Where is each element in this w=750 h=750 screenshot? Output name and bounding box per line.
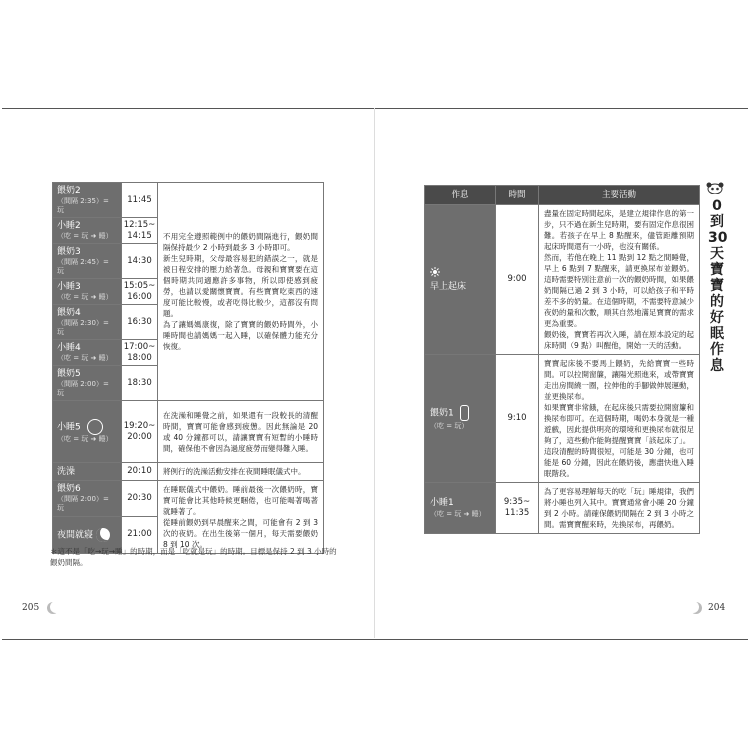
activity-time: 15:05~ 16:00	[122, 279, 158, 305]
moon-icon	[96, 528, 110, 542]
table-row	[53, 481, 324, 517]
activity-time: 19:20~ 20:00	[122, 401, 158, 463]
activity-name: 餵奶1	[430, 405, 490, 421]
desc-paragraph: 盡量在固定時間起床，是建立規律作息的第一步，只不過在新生兒時期，要有固定作息很困難。若孩子在早上 8 點醒來，儘管距離預期起床時間還有一小時，也沒有關係。	[544, 209, 694, 251]
activity-name: 餵奶6	[57, 484, 81, 495]
table-header-row	[425, 186, 700, 205]
table-row	[53, 401, 324, 463]
left-schedule-table	[52, 182, 324, 554]
activity-sub: （間隔 2:00）= 玩	[57, 380, 109, 397]
desc-paragraph: 不用完全遵照範例中的餵奶間隔進行，餵奶間隔保持最少 2 小時到最多 3 小時即可。	[163, 232, 318, 252]
activity-sub: （吃 = 玩 ➜ 睡）	[57, 232, 113, 240]
activity-sub: （吃 = 玩 ➜ 睡）	[57, 435, 113, 443]
activity-time: 20:10	[122, 463, 158, 481]
activity-name: 洗澡	[57, 466, 76, 477]
page-number-right: 204	[708, 603, 726, 613]
activity-desc	[539, 483, 700, 534]
bottle-icon	[460, 405, 469, 421]
activity-time: 9:10	[496, 355, 539, 483]
activity-time: 9:35~ 11:35	[496, 483, 539, 534]
footnote: ＊這不是「吃→玩→睡」的時期，而是「吃就是玩」的時期。目標是保持 2 到 3 小時的餵奶間隔。	[50, 547, 337, 567]
activity-time: 9:00	[496, 205, 539, 355]
activity-time: 21:00	[122, 516, 158, 553]
activity-desc	[158, 481, 324, 554]
desc-paragraph: 寶寶起床後不要馬上餵奶，先給寶寶一些時間。可以拉開窗簾，讓陽光照進來，或帶寶寶走出房間繞一圈，拉伸他的手腳做伸展運動，並更換尿布。	[544, 359, 694, 401]
desc-paragraph: 這段清醒的時間很短，可能是 30 分鐘，也可能是 60 分鐘，因此在餵奶後，應盡快進入睡眠階段。	[544, 447, 694, 478]
activity-time: 17:00~ 18:00	[122, 340, 158, 366]
header-cell: 時間	[496, 186, 539, 205]
vertical-chapter-title: 0 到 30 天 寶 寶 的 好 眠 作 息	[708, 198, 728, 374]
panda-icon	[706, 182, 724, 194]
activity-name: 小睡1	[430, 497, 454, 508]
desc-paragraph: 從睡前餵奶到早晨醒來之間，可能會有 2 到 3 次的夜奶。在出生後第一個月，每天需要餵奶 8 到 10 次。	[163, 518, 318, 549]
activity-sub: （吃 = 玩 ➜ 睡）	[430, 509, 486, 518]
activity-name: 夜間就寢	[57, 528, 117, 542]
activity-name: 小睡5	[57, 419, 117, 435]
activity-name: 小睡4	[57, 343, 81, 353]
header-cell: 主要活動	[539, 186, 700, 205]
activity-sub: （吃 = 玩 ➜ 睡）	[57, 293, 113, 301]
activity-time: 18:30	[122, 366, 158, 401]
activity-time: 11:45	[122, 183, 158, 218]
activity-time: 14:30	[122, 244, 158, 279]
activity-sub: （間隔 2:00）= 玩	[57, 495, 109, 513]
desc-paragraph: 然而，若他在晚上 11 點到 12 點之間睡覺，早上 6 點到 7 點醒來，請更換尿布並餵奶。這時需要特別注意前一次的餵奶時間，如果餵奶間隔已過 2 到 3 小時，可以給孩子和平時差不多的奶量。在這個時期，不需要特意減少夜奶的量和次數，順其自然地滿足寶寶的需求更為重要。	[544, 253, 694, 328]
header-cell: 作息	[425, 186, 496, 205]
activity-name: 餵奶2	[57, 186, 81, 196]
table-row	[425, 483, 700, 534]
desc-paragraph: 為了讓媽媽康復，除了寶寶的餵奶時間外，小睡時間也請媽媽一起入睡，以確保體力能充分恢復。	[163, 320, 318, 351]
table-row	[425, 205, 700, 355]
right-schedule-table	[424, 185, 700, 534]
activity-desc: 將例行的洗澡活動安排在夜間睡眠儀式中。	[158, 463, 324, 481]
crescent-moon-icon	[50, 601, 62, 613]
sun-icon	[430, 267, 440, 277]
desc-paragraph: 為了更容易理解每天的吃「玩」睡規律，我們將小睡也列入其中。寶寶通常會小睡 20 分鐘到 2 小時。請確保餵奶間隔在 2 到 3 小時之間。需寶寶醒來時，先換尿布，再餵奶。	[544, 487, 694, 529]
page-number-left: 205	[22, 603, 40, 613]
activity-sub: （吃 = 玩 ➜ 睡）	[57, 354, 113, 362]
activity-sub: （間隔 2:30）= 玩	[57, 319, 109, 336]
crescent-moon-icon	[687, 601, 699, 613]
activity-time: 12:15~ 14:15	[122, 218, 158, 244]
activity-sub: （間隔 2:35）= 玩	[57, 197, 109, 214]
activity-name: 早上起床	[430, 281, 467, 292]
activity-desc	[158, 183, 324, 401]
activity-time: 20:30	[122, 481, 158, 517]
table-row	[53, 463, 324, 481]
desc-paragraph: 新生兒時期，父母最容易犯的錯誤之一，就是被日程安排的壓力給著急。母親和寶寶要在這個時期共同適應許多事物，所以即使感到疲勞，也請以愛關懷寶寶。有些寶寶吃東西的速度可能比較慢，或者吃得比較少，這都沒有問題。	[163, 254, 318, 318]
book-gutter	[374, 108, 375, 638]
desc-paragraph: 在睡眠儀式中餵奶。睡前最後一次餵奶時，寶寶可能會比其他時候更睏倦，也可能喝著喝著就睡著了。	[163, 485, 318, 516]
activity-name: 小睡2	[57, 221, 81, 231]
activity-name: 餵奶4	[57, 308, 81, 318]
activity-name: 餵奶5	[57, 369, 81, 379]
activity-time: 16:30	[122, 305, 158, 340]
table-row	[53, 183, 324, 218]
activity-desc	[539, 205, 700, 355]
activity-name: 餵奶3	[57, 247, 81, 257]
desc-paragraph: 如果寶寶非常餓，在起床後只需要拉開窗簾和換尿布即可。在這個時期，喝奶本身就是一種遊戲，因此提供明亮的環境和更換尿布就很足夠了，這些動作能夠提醒寶寶「該起床了」。	[544, 403, 694, 445]
activity-sub: （間隔 2:45）= 玩	[57, 258, 109, 275]
desc-paragraph: 餵奶後，寶寶若再次入睡，請在原本設定的起床時間（9 點）叫醒他，開始一天的活動。	[544, 330, 694, 350]
activity-name: 小睡3	[57, 282, 81, 292]
pacifier-icon	[87, 419, 103, 435]
table-row	[425, 355, 700, 483]
activity-desc: 在洗澡和睡覺之前，如果還有一段較長的清醒時間，寶寶可能會感到疲憊。因此無論是 20 或 40 分鐘都可以，請讓寶寶有短暫的小睡時間，確保他不會因為過度疲勞而變得難入睡。	[158, 401, 324, 463]
activity-sub: （吃 = 玩）	[430, 422, 469, 430]
activity-desc	[539, 355, 700, 483]
